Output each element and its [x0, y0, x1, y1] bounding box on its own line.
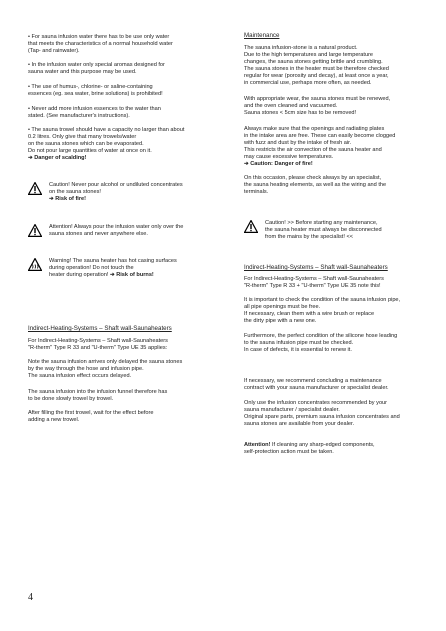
paragraph	[244, 378, 444, 392]
page-number: 4	[28, 592, 33, 603]
text-line: stated. (See manufacturer's instructions).	[28, 113, 130, 120]
warning-triangle-icon	[28, 224, 42, 237]
risk-of-fire: ➔ Risk of fire!	[49, 196, 87, 203]
section-heading: Indirect-Heating-Systems – Shaft wall-Saunaheaters	[244, 264, 388, 271]
text-line: Only use the infusion concentrates recommended by your	[244, 400, 388, 406]
text-line: sauna stones are available from your dealer.	[244, 421, 355, 428]
text-line: • In the infusion water only special aromas designed for	[28, 62, 165, 68]
danger-of-fire: ➔ Caution: Danger of fire!	[244, 161, 313, 168]
text-line: the dirty pipe with a new one.	[244, 318, 317, 325]
text-line: to be done slowly trowel by trowel.	[28, 396, 114, 403]
text-line: Always make sure that the openings and radiating plates	[244, 126, 385, 132]
text-line: If necessary, clean them with a wire brush or replace	[244, 311, 375, 318]
danger-scalding: ➔ Danger of scalding!	[28, 155, 87, 162]
caution-maintenance-text	[265, 220, 445, 241]
caution-fire-text	[49, 182, 229, 203]
bullet-humus	[28, 84, 228, 98]
text-line: "R-therm" Type R 33 + "U-therm" Type UE 35 note this!	[244, 283, 381, 290]
paragraph	[244, 276, 444, 290]
text-line: terminals.	[244, 189, 269, 196]
paragraph	[244, 442, 444, 456]
text-line: For Indirect-Heating-Systems – Shaft wall-Saunaheaters	[28, 338, 168, 344]
text-line: Attention! Always pour the infusion water only over the	[49, 224, 184, 230]
warning-triangle-icon	[244, 220, 258, 233]
text-line: the sauna heating elements, as well as the wiring and the	[244, 182, 387, 189]
text-line: The sauna infusion into the infusion funnel therefore has	[28, 389, 168, 395]
text-line: For Indirect-Heating-Systems – Shaft wall-Saunaheaters	[244, 276, 384, 282]
paragraph	[28, 338, 228, 352]
warning-last-line: heater during operation!	[49, 272, 110, 279]
text-line: It is important to check the condition of the sauna infusion pipe,	[244, 297, 401, 303]
paragraph	[244, 45, 444, 88]
text-line: Caution! Never pour alcohol or undiluted concentrates	[49, 182, 183, 188]
text-line: on the sauna stones which can be evaporated.	[28, 141, 144, 148]
text-line: In case of defects, it is essential to renew it.	[244, 347, 352, 354]
attention-label: Attention!	[244, 442, 271, 448]
text-line: from the mains by the specialist! <<	[265, 234, 353, 241]
text-line: in the intake area are free. These can easily become clogged	[244, 133, 396, 140]
text-line: • For sauna infusion water there has to be use only water	[28, 34, 170, 40]
text-line: in commercial use, perhaps more often, as needed.	[244, 80, 372, 87]
text-line: Original spare parts, premium sauna infusion concentrates and	[244, 414, 400, 421]
warning-hot-text	[49, 258, 229, 279]
text-line: with fuzz and dust by the intake of fresh air.	[244, 140, 352, 147]
paragraph	[244, 297, 444, 325]
text-line: On this occasion, please check always by an specialist,	[244, 175, 382, 181]
text-line: The sauna infusion-stone is a natural product.	[244, 45, 358, 51]
text-line: Note the sauna infusion arrives only delayed the sauna stones	[28, 359, 183, 365]
text-line	[244, 442, 444, 449]
text-line: by the way through the hose and infusion pipe.	[28, 366, 144, 373]
bullet-essences	[28, 106, 228, 120]
text-line: If necessary, we recommend concluding a maintenance	[244, 378, 382, 384]
text-line: Due to the high temperatures and large temperature	[244, 52, 374, 59]
text-line: on the sauna stones!	[49, 189, 101, 196]
text-line: Do not pour large quantities of water at once on it.	[28, 148, 152, 155]
section-heading: Indirect-Heating-Systems – Shaft wall-Saunaheaters	[28, 325, 172, 332]
text-line: The sauna stones in the heater must be therefore checked	[244, 66, 389, 73]
paragraph	[28, 389, 228, 403]
bullet-trowel	[28, 127, 228, 162]
risk-of-burns: ➔ Risk of burns!	[109, 272, 154, 279]
text-line: sauna manufacturer / specialist dealer.	[244, 407, 340, 414]
paragraph	[28, 410, 228, 424]
text-line: essences (eg. sea water, brine solutions) is prohibited!	[28, 91, 163, 98]
hot-surface-warning-icon	[28, 258, 42, 271]
text-line: Furthermore, the perfect condition of the silicone hose leading	[244, 333, 398, 339]
text-line: contract with your sauna manufacturer or specialist dealer.	[244, 385, 389, 392]
text-line: all pipe openings must be free.	[244, 304, 321, 311]
text-line: that meets the characteristics of a normal household water	[28, 41, 173, 48]
text-line: adding a new trowel.	[28, 417, 80, 424]
text-line: • The sauna trowel should have a capacity no larger than about	[28, 127, 185, 133]
paragraph	[244, 333, 444, 354]
text-line: and the oven cleaned and vacuumed.	[244, 103, 338, 110]
text-line: After filling the first trowel, wait for the effect before	[28, 410, 154, 416]
attention-text	[49, 224, 229, 238]
text-line: changes, the sauna stones getting brittle and crumbling.	[244, 59, 383, 66]
text-line: Warning! The sauna heater has hot casing surfaces	[49, 258, 177, 264]
paragraph	[244, 400, 444, 428]
text-line: The sauna infusion effect occurs delayed.	[28, 373, 132, 380]
paragraph	[28, 359, 228, 380]
bullet-tap-water	[28, 34, 228, 55]
paragraph	[244, 126, 444, 169]
text-line: sauna stones and never anywhere else.	[49, 231, 148, 238]
text-line: • The use of humus-, chlorine- or saline-containing	[28, 84, 153, 90]
text-line: With appropriate wear, the sauna stones must be renewed,	[244, 96, 391, 102]
text-line: Sauna stones < 5cm size has to be removed!	[244, 110, 357, 117]
text-line: to the sauna infusion pipe must be checked.	[244, 340, 354, 347]
text-line: "R-therm" Type R 33 and "U-therm" Type UE 35 applies:	[28, 345, 168, 352]
warning-triangle-icon	[28, 182, 42, 195]
text-line: may cause excessive temperatures.	[244, 154, 334, 161]
text-line: • Never add more infusion essences to the water than	[28, 106, 161, 112]
text-line: (Tap- and rainwater).	[28, 48, 80, 55]
paragraph	[244, 96, 444, 117]
paragraph	[244, 175, 444, 196]
text-line: sauna water and this purpose may be used.	[28, 69, 137, 76]
text-line	[49, 272, 229, 279]
text-line: This restricts the air convection of the sauna heater and	[244, 147, 382, 154]
text-line: self-protection action must be taken.	[244, 449, 334, 456]
text-line: during operation! Do not touch the	[49, 265, 134, 272]
bullet-aromas	[28, 62, 228, 76]
text-line: regular for wear (porosity and decay), at least once a year,	[244, 73, 389, 80]
text-line: Caution! >> Before starting any maintenance,	[265, 220, 378, 226]
text-line: 0.2 litres. Only give that many trowels/water	[28, 134, 137, 141]
section-heading: Maintenance	[244, 32, 280, 39]
text-line: the sauna heater must always be disconnected	[265, 227, 382, 234]
text-fragment: If cleaning any sharp-edged components,	[270, 442, 375, 448]
